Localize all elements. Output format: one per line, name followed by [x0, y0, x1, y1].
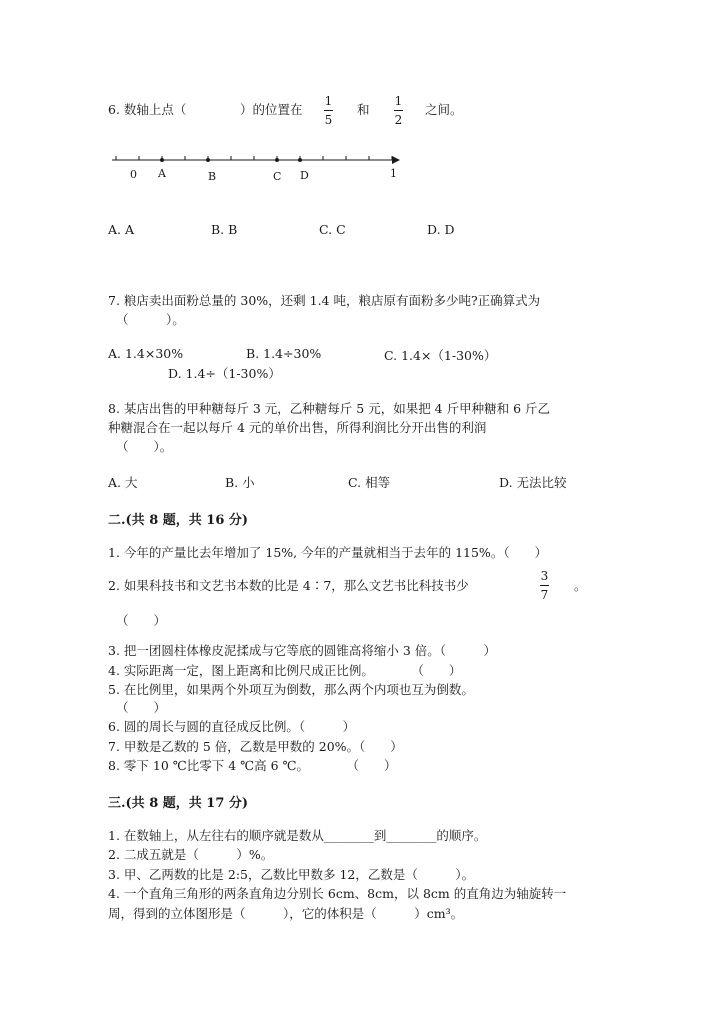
q6-end: 之间。	[425, 102, 463, 117]
q6-option-d: D. D	[427, 222, 455, 237]
q6-option-b: B. B	[211, 222, 238, 237]
number-line-figure	[108, 148, 408, 188]
q6-fraction-1-2	[394, 94, 403, 127]
s2-item-2: 2. 如果科技书和文艺书本数的比是 4∶7，那么文艺书比科技书少	[108, 578, 469, 593]
fraction-bar	[324, 110, 333, 111]
s2-item-2-end: 。	[574, 578, 587, 593]
s2-frac-numerator: 3	[540, 569, 549, 583]
s2-item-6: 6. 圆的周长与圆的直径成反比例。（ ）	[108, 719, 356, 734]
s3-item-3: 3. 甲、乙两数的比是 2:5，乙数比甲数多 12，乙数是（ ）。	[108, 867, 475, 882]
s2-item-4: 4. 实际距离一定，图上距离和比例尺成正比例。 （ ）	[108, 663, 462, 678]
s3-item-2: 2. 二成五就是（ ）%。	[108, 847, 274, 862]
s2-item-5: 5. 在比例里，如果两个外项互为倒数，那么两个内项也互为倒数。	[108, 682, 474, 697]
s2-item-1: 1. 今年的产量比去年增加了 15%, 今年的产量就相当于去年的 115%。（ ）	[108, 545, 548, 560]
q8-option-a: A. 大	[108, 475, 138, 490]
s2-item-3: 3. 把一团圆柱体橡皮泥揉成与它等底的圆锥高将缩小 3 倍。（ ）	[108, 643, 497, 658]
s2-frac-denominator: 7	[540, 588, 549, 602]
q6-option-a: A. A	[108, 222, 135, 237]
q7-option-c: C. 1.4×（1-30%）	[384, 348, 497, 363]
q6-frac1-denominator: 5	[324, 113, 333, 127]
point-d-marker	[298, 158, 302, 162]
q6-fraction-1-5	[324, 94, 333, 127]
label-c: C	[273, 170, 282, 183]
q8-option-c: C. 相等	[348, 475, 391, 490]
q7-line-1: 7. 粮店卖出面粉总量的 30%，还剩 1.4 吨，粮店原有面粉多少吨?正确算式为	[108, 293, 541, 308]
number-line-ticks	[116, 156, 392, 160]
q7-option-a: A. 1.4×30%	[108, 346, 184, 361]
q8-line-3: （ ）。	[116, 439, 173, 454]
q6-option-c: C. C	[319, 222, 346, 237]
q7-option-b: B. 1.4÷30%	[246, 346, 322, 361]
point-c-marker	[275, 158, 279, 162]
q6-and: 和	[357, 102, 370, 117]
q8-option-d: D. 无法比较	[499, 475, 567, 490]
s2-item-2-answer: （ ）	[116, 613, 167, 628]
q8-line-1: 8. 某店出售的甲种糖每斤 3 元，乙种糖每斤 5 元，如果把 4 斤甲种糖和 6 斤乙	[108, 401, 550, 416]
label-zero: 0	[130, 168, 137, 181]
s3-item-4-line-2: 周，得到的立体图形是（ ），它的体积是（ ）cm³。	[108, 906, 464, 921]
label-one: 1	[390, 167, 397, 180]
fraction-bar	[394, 110, 403, 111]
q7-line-2: （ ）。	[116, 312, 185, 327]
s2-item-8: 8. 零下 10 ℃比零下 4 ℃高 6 ℃。 （ ）	[108, 758, 397, 773]
label-b: B	[208, 170, 217, 183]
q8-option-b: B. 小	[225, 475, 255, 490]
s3-item-1: 1. 在数轴上，从左往右的顺序就是数从________到________的顺序。	[108, 828, 487, 843]
q6-suffix: ）的位置在	[240, 102, 303, 117]
s2-item-2-fraction	[540, 569, 549, 602]
q6-frac2-numerator: 1	[394, 94, 403, 108]
section-2-heading: 二.(共 8 题，共 16 分)	[108, 513, 249, 528]
point-a-marker	[160, 158, 164, 162]
fraction-bar	[540, 585, 549, 586]
q7-option-d: D. 1.4÷（1-30%）	[168, 366, 281, 381]
s2-item-7: 7. 甲数是乙数的 5 倍，乙数是甲数的 20%。（ ）	[108, 739, 403, 754]
q6-prefix: 6. 数轴上点（	[108, 102, 187, 117]
point-b-marker	[206, 158, 210, 162]
label-a: A	[158, 167, 166, 180]
arrow-head-icon	[392, 156, 400, 164]
q8-line-2: 种糖混合在一起以每斤 4 元的单价出售，所得利润比分开出售的利润	[108, 420, 487, 435]
label-d: D	[300, 169, 309, 182]
q6-frac2-denominator: 2	[394, 113, 403, 127]
section-3-heading: 三.(共 8 题，共 17 分)	[108, 796, 249, 811]
s2-item-5-answer: （ ）	[116, 700, 167, 715]
q6-frac1-numerator: 1	[324, 94, 333, 108]
s3-item-4-line-1: 4. 一个直角三角形的两条直角边分别长 6cm、8cm，以 8cm 的直角边为轴旋转一	[108, 886, 567, 901]
